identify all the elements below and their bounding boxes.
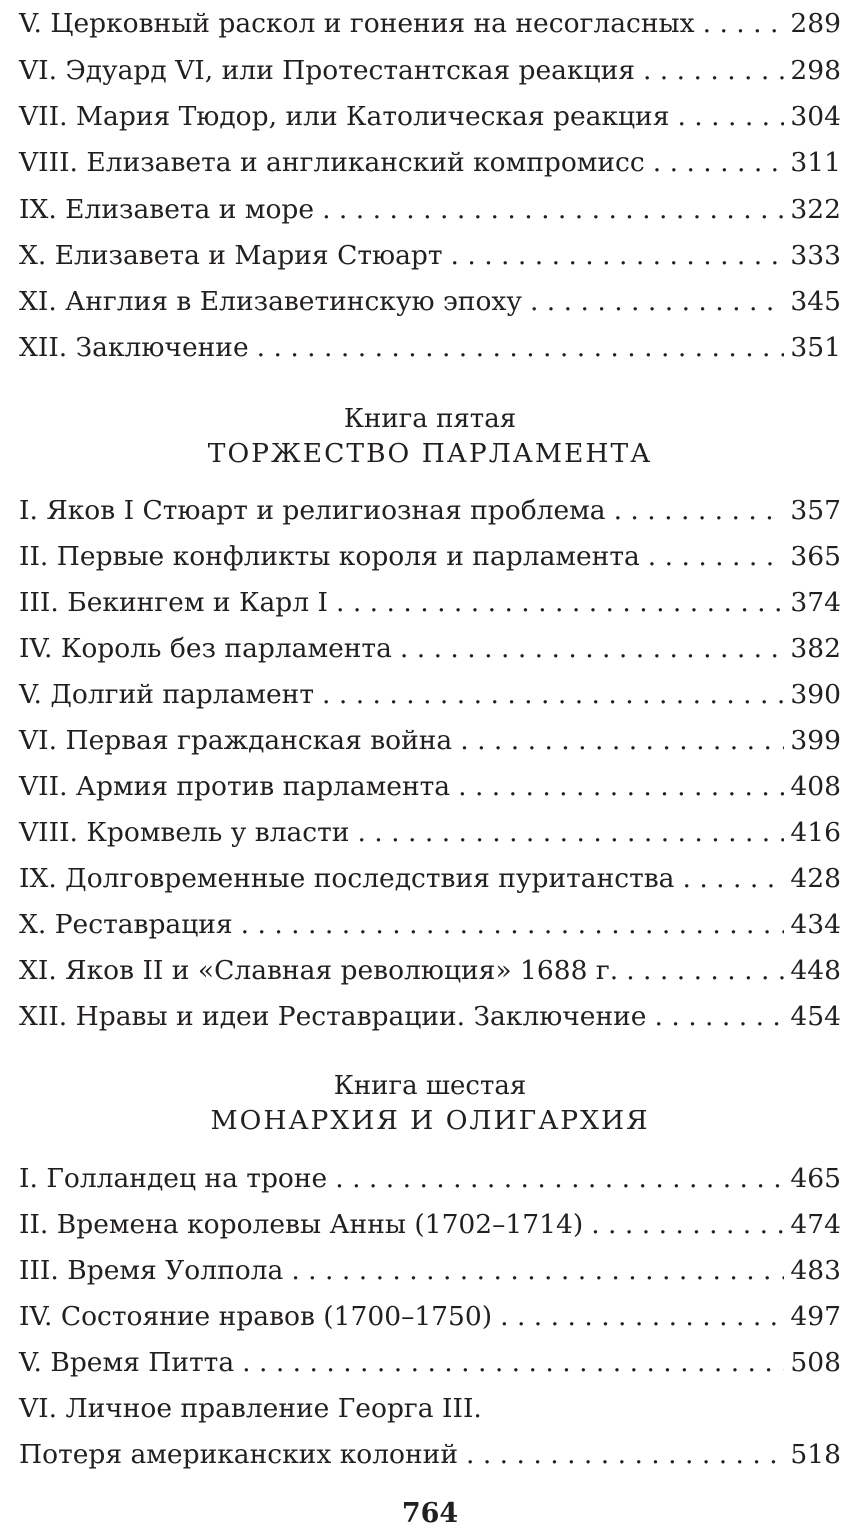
toc-entry-page: 448 (790, 955, 841, 986)
dot-leader (291, 1248, 784, 1294)
toc-entry-page: 365 (790, 541, 841, 572)
toc-entry-title: II. Первые конфликты короля и парламента (19, 541, 640, 572)
toc-entry-title: IV. Состояние нравов (1700–1750) (19, 1301, 493, 1332)
dot-leader (677, 94, 784, 140)
toc-entry-page: 454 (790, 1001, 841, 1032)
toc-entry-page: 333 (790, 240, 841, 271)
toc-entry (19, 1156, 841, 1202)
book-label: Книга пятая (343, 404, 517, 434)
toc-entry (19, 1, 841, 47)
toc-entry-page: 518 (790, 1439, 841, 1470)
dot-leader (335, 1156, 784, 1202)
toc-entry-page: 298 (790, 55, 841, 86)
toc-entry-title-line2: Потеря американских колоний (19, 1439, 458, 1470)
toc-entry (19, 718, 841, 764)
toc-entry-title: VII. Армия против парламента (19, 771, 451, 802)
book-label: Книга шестая (333, 1071, 527, 1101)
toc-entry (19, 233, 841, 279)
toc-entry-title: VIII. Кромвель у власти (19, 817, 350, 848)
toc-entry-page: 508 (790, 1347, 841, 1378)
toc-entry-multiline (19, 1386, 841, 1478)
toc-entry (19, 325, 841, 371)
toc-entry-title: III. Время Уолпола (19, 1255, 284, 1286)
toc-entry (19, 1248, 841, 1294)
toc-entry-title: IX. Елизавета и море (19, 194, 315, 225)
dot-leader (682, 856, 784, 902)
toc-entry-title: XI. Англия в Елизаветинскую эпоху (19, 286, 522, 317)
dot-leader (591, 1202, 784, 1248)
toc-entry-title: I. Яков I Стюарт и религиозная проблема (19, 495, 606, 526)
toc-entry-title: IV. Король без парламента (19, 633, 392, 664)
toc-entry (19, 948, 841, 994)
dot-leader (466, 1432, 784, 1478)
dot-leader (400, 626, 785, 672)
page-number: 764 (401, 1498, 459, 1529)
toc-entry-title: VI. Эдуард VI, или Протестантская реакция (19, 55, 635, 86)
toc-entry-page: 345 (790, 286, 841, 317)
toc-entry (19, 994, 841, 1040)
dot-leader (500, 1294, 784, 1340)
dot-leader (242, 1340, 784, 1386)
toc-entry (19, 1202, 841, 1248)
toc-entry-title: VI. Первая гражданская война (19, 725, 453, 756)
dot-leader (357, 810, 784, 856)
toc-entry-title: I. Голландец на троне (19, 1163, 328, 1194)
toc-entry (19, 1340, 841, 1386)
toc-entry-page: 408 (790, 771, 841, 802)
toc-entry-title-line1: VI. Личное правление Георга III. (19, 1393, 482, 1424)
dot-leader (653, 140, 785, 186)
dot-leader (451, 233, 785, 279)
toc-entry-title: XII. Нравы и идеи Реставрации. Заключение (19, 1001, 647, 1032)
dot-leader (530, 279, 784, 325)
toc-entry-page: 351 (790, 332, 841, 363)
toc-entry-page: 434 (790, 909, 841, 940)
toc-entry (19, 810, 841, 856)
dot-leader (703, 1, 785, 47)
dot-leader (241, 902, 785, 948)
toc-entry-title: IX. Долговременные последствия пуританства (19, 863, 675, 894)
toc-entry-page: 374 (790, 587, 841, 618)
toc-entry-title: VII. Мария Тюдор, или Католическая реакция (19, 101, 670, 132)
dot-leader (460, 718, 784, 764)
toc-entry-page: 390 (790, 679, 841, 710)
book-title: МОНАРХИЯ И ОЛИГАРХИЯ (210, 1105, 650, 1136)
toc-entry-title: V. Церковный раскол и гонения на несогласных (19, 8, 695, 39)
toc-entry (19, 279, 841, 325)
dot-leader (458, 764, 784, 810)
dot-leader (257, 325, 785, 371)
dot-leader (655, 994, 785, 1040)
toc-entry-page: 311 (790, 147, 841, 178)
toc-entry-page: 474 (790, 1209, 841, 1240)
toc-entry-line2 (19, 1432, 841, 1478)
toc-entry-page: 428 (790, 863, 841, 894)
toc-entry-title: II. Времена королевы Анны (1702–1714) (19, 1209, 584, 1240)
toc-entry-page: 483 (790, 1255, 841, 1286)
toc-entry-title: VIII. Елизавета и англиканский компромисс (19, 147, 645, 178)
toc-entry-page: 357 (790, 495, 841, 526)
toc-entry (19, 534, 841, 580)
dot-leader (614, 488, 785, 534)
toc-entry-page: 497 (790, 1301, 841, 1332)
dot-leader (626, 948, 784, 994)
toc-entry (19, 48, 841, 94)
toc-entry (19, 187, 841, 233)
toc-entry-page: 322 (790, 194, 841, 225)
dot-leader (648, 534, 785, 580)
toc-entry-page: 465 (790, 1163, 841, 1194)
toc-entry (19, 140, 841, 186)
toc-entry-page: 289 (790, 8, 841, 39)
dot-leader (322, 672, 784, 718)
book-title: ТОРЖЕСТВО ПАРЛАМЕНТА (207, 438, 653, 469)
toc-entry-title: V. Время Питта (19, 1347, 235, 1378)
toc-entry (19, 94, 841, 140)
dot-leader (336, 580, 784, 626)
toc-entry-page: 399 (790, 725, 841, 756)
toc-entry-title: XI. Яков II и «Славная революция» 1688 г. (19, 955, 619, 986)
toc-entry-title: X. Елизавета и Мария Стюарт (19, 240, 443, 271)
toc-entry (19, 626, 841, 672)
toc-entry (19, 856, 841, 902)
dot-leader (322, 187, 784, 233)
toc-entry-page: 416 (790, 817, 841, 848)
toc-entry (19, 1294, 841, 1340)
toc-entry (19, 672, 841, 718)
toc-entry-title: III. Бекингем и Карл I (19, 587, 328, 618)
toc-entry-page: 382 (790, 633, 841, 664)
dot-leader (643, 48, 784, 94)
toc-entry-title: XII. Заключение (19, 332, 249, 363)
toc-entry-title: X. Реставрация (19, 909, 233, 940)
toc-entry-title: V. Долгий парламент (19, 679, 314, 710)
toc-entry-page: 304 (790, 101, 841, 132)
toc-entry (19, 488, 841, 534)
toc-entry (19, 764, 841, 810)
toc-entry (19, 902, 841, 948)
toc-entry (19, 580, 841, 626)
